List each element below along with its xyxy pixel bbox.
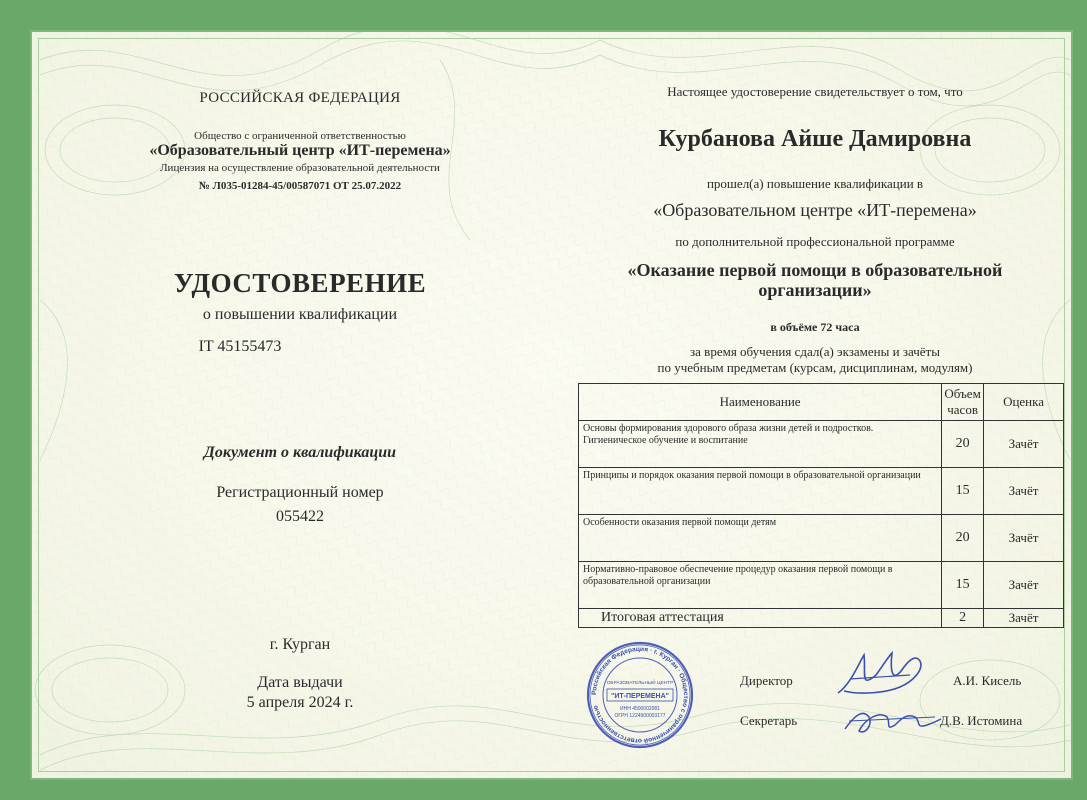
subject-hours: 15: [942, 562, 984, 609]
doc-qualification: Документ о квалификации: [203, 444, 397, 461]
subject-name: Основы формирования здорового образа жизни детей и подростков. Гигиеническое обучение и воспитание: [579, 421, 942, 468]
stamp-inner-line2: "ИТ-ПЕРЕМЕНА": [611, 693, 669, 700]
stamp-ogrn: ОГРН 1224500003177: [614, 713, 666, 719]
final-attestation-grade: Зачёт: [984, 609, 1064, 628]
subject-hours: 20: [942, 421, 984, 468]
program-name: «Оказание первой помощи в образовательной организации»: [627, 260, 1003, 300]
table-row: [579, 562, 1064, 609]
subject-grade: Зачёт: [984, 515, 1064, 562]
subject-hours: 15: [942, 468, 984, 515]
table-header-row: [579, 384, 1064, 421]
subject-grade: Зачёт: [984, 562, 1064, 609]
country-heading: РОССИЙСКАЯ ФЕДЕРАЦИЯ: [199, 90, 401, 106]
table-row: [579, 468, 1064, 515]
subject-name: Принципы и порядок оказания первой помощи в образовательной организации: [579, 468, 942, 515]
certificate-subtitle: о повышении квалификации: [202, 306, 398, 323]
program-volume: в объёме 72 часа: [770, 320, 860, 334]
reg-number-label: Регистрационный номер: [216, 484, 384, 501]
table-row: [579, 515, 1064, 562]
issue-date: 5 апреля 2024 г.: [246, 694, 354, 711]
director-label: Директор: [740, 673, 793, 688]
director-name: А.И. Кисель: [953, 673, 1022, 688]
org-name: «Образовательный центр «ИТ-перемена»: [149, 142, 451, 159]
table-row: [579, 421, 1064, 468]
exams-text-line1: за время обучения сдал(а) экзамены и зачёты: [690, 344, 940, 359]
stamp-inner-line1: ОБРАЗОВАТЕЛЬНЫЙ ЦЕНТР: [606, 681, 674, 686]
final-attestation-hours: 2: [942, 609, 984, 628]
center-name: «Образовательном центре «ИТ-перемена»: [653, 200, 977, 220]
passed-text: прошел(а) повышение квалификации в: [706, 176, 924, 191]
secretary-signature: [835, 695, 945, 745]
table-row-final: [579, 609, 1064, 628]
header-name: Наименование: [579, 384, 942, 421]
issue-city: г. Курган: [269, 636, 331, 653]
subject-name: Нормативно-правовое обеспечение процедур оказания первой помощи в образовательной организации: [579, 562, 942, 609]
org-type: Общество с ограниченной ответственностью: [194, 130, 406, 142]
reg-number: 055422: [276, 508, 324, 525]
stamp-outer-text: Российская Федерация · г. Курган · Общество с ограниченной ответственностью: [590, 645, 690, 745]
certificate-title: УДОСТОВЕРЕНИЕ: [173, 268, 427, 298]
grades-table: [578, 383, 1064, 628]
subject-grade: Зачёт: [984, 421, 1064, 468]
final-attestation-name: Итоговая аттестация: [579, 609, 942, 628]
subject-hours: 20: [942, 515, 984, 562]
intro-text: Настоящее удостоверение свидетельствует о том, что: [667, 84, 963, 99]
stamp-inn: ИНН 4500002081: [619, 706, 661, 712]
secretary-name: Д.В. Истомина: [940, 713, 1023, 728]
header-hours: Объем часов: [942, 384, 984, 421]
holder-name: Курбанова Айше Дамировна: [658, 126, 972, 152]
secretary-label: Секретарь: [740, 713, 798, 728]
license-line: Лицензия на осуществление образовательной деятельности: [160, 162, 440, 174]
subject-name: Особенности оказания первой помощи детям: [579, 515, 942, 562]
certificate-number: IT 45155473: [198, 338, 282, 355]
license-number: № Л035-01284-45/00587071 ОТ 25.07.2022: [198, 180, 402, 192]
program-label: по дополнительной профессиональной программе: [675, 234, 955, 249]
subject-grade: Зачёт: [984, 468, 1064, 515]
header-grade: Оценка: [984, 384, 1064, 421]
organization-stamp: [585, 640, 695, 750]
exams-text-line2: по учебным предметам (курсам, дисциплинам, модулям): [657, 360, 973, 375]
issue-date-label: Дата выдачи: [257, 674, 343, 691]
exams-text: [565, 344, 1065, 376]
